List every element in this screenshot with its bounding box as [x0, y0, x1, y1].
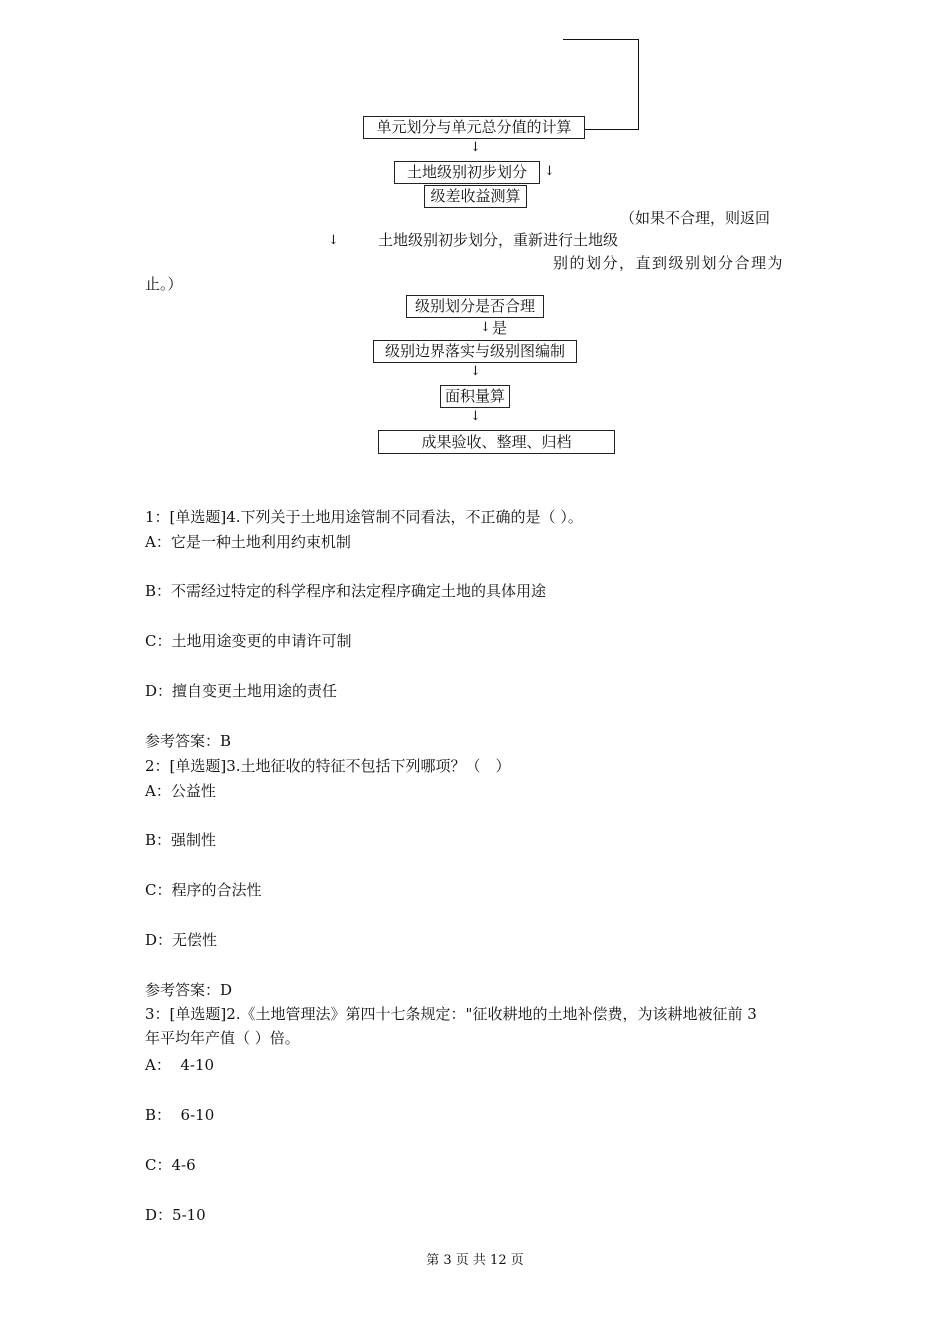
reference-answer: 参考答案：B — [145, 732, 232, 750]
question-stem-line1: 3：[单选题]2.《土地管理法》第四十七条规定："征收耕地的土地补偿费，为该耕地被征前 3 — [145, 1005, 757, 1023]
flow-step-acceptance-archive: 成果验收、整理、归档 — [378, 430, 615, 454]
flow-arrow-icon: ↓ — [480, 320, 491, 335]
option-d: D：无偿性 — [145, 931, 218, 949]
option-b: B：强制性 — [145, 831, 217, 849]
flow-step-check-reasonable: 级别划分是否合理 — [406, 295, 544, 318]
flow-step-area-calculation: 面积量算 — [440, 385, 510, 408]
flow-step-differential-income: 级差收益测算 — [424, 185, 527, 208]
loop-line-right — [638, 39, 639, 130]
flow-step-unit-division: 单元划分与单元总分值的计算 — [363, 116, 585, 139]
flow-arrow-icon: ↓ — [328, 233, 339, 248]
option-c: C：程序的合法性 — [145, 881, 262, 899]
flow-arrow-icon: ↓ — [470, 364, 481, 379]
option-d: D：5-10 — [145, 1206, 206, 1224]
flow-step-boundary-mapping: 级别边界落实与级别图编制 — [373, 340, 577, 363]
option-a: A： 4-10 — [145, 1056, 215, 1074]
flow-arrow-icon: ↓ — [470, 409, 481, 424]
flow-arrow-icon: ↓ — [470, 140, 481, 155]
option-b: B：不需经过特定的科学程序和法定程序确定土地的具体用途 — [145, 582, 547, 600]
flow-note-line2: 土地级别初步划分，重新进行土地级 — [378, 231, 619, 249]
option-c: C：土地用途变更的申请许可制 — [145, 632, 352, 650]
flow-note-line3: 别的划分，直到级别划分合理为 — [553, 254, 785, 272]
option-a: A：公益性 — [145, 782, 216, 800]
flow-yes-label: 是 — [492, 319, 508, 337]
flow-step-initial-grading: 土地级别初步划分 — [394, 161, 540, 184]
question-stem: 2：[单选题]3.土地征收的特征不包括下列哪项？（ ） — [145, 757, 511, 775]
option-a: A：它是一种土地利用约束机制 — [145, 533, 351, 551]
loop-line-top — [563, 39, 639, 40]
option-d: D：擅自变更土地用途的责任 — [145, 682, 338, 700]
page-footer: 第 3 页 共 12 页 — [426, 1253, 524, 1268]
option-c: C：4-6 — [145, 1156, 196, 1174]
option-b: B： 6-10 — [145, 1106, 215, 1124]
question-stem: 1：[单选题]4.下列关于土地用途管制不同看法，不正确的是（ ）。 — [145, 508, 583, 526]
question-stem-line2: 年平均年产值（ ）倍。 — [145, 1029, 300, 1047]
reference-answer: 参考答案：D — [145, 981, 233, 999]
flow-note-line1: （如果不合理，则返回 — [620, 209, 771, 227]
flow-note-line4: 止。） — [145, 275, 183, 293]
flow-arrow-icon: ↓ — [544, 164, 555, 179]
